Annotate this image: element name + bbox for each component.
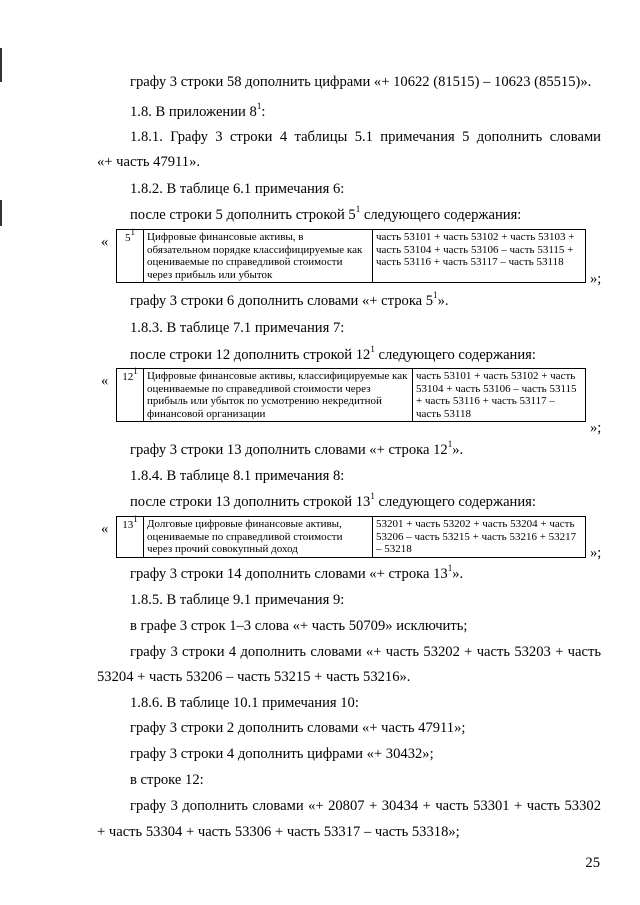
open-quote: « [101, 234, 109, 250]
close-quote: »; [590, 271, 602, 287]
open-quote: « [101, 373, 109, 389]
paragraph-line: после строки 5 дополнить строкой $5^1$ следующего содержания: [130, 204, 522, 223]
row-number-cell: $5^1$ [117, 230, 144, 283]
insert-table [116, 516, 586, 558]
description-cell: Цифровые финансовые активы, классифицируемые как оцениваемые по справедливой стоимости через прибыль или убыток по усмотрению некредитной финансовой организации [144, 369, 413, 422]
paragraph-line: графу 3 строки 14 дополнить словами «+ строка $13^1$». [130, 563, 464, 582]
table-row [117, 369, 586, 422]
table-row [117, 517, 586, 558]
formula-cell: часть 53101 + часть 53102 + часть 53103 + часть 53104 + часть 53106 – часть 53115 + часть 53116 + часть 53117 – часть 53118 [373, 230, 586, 283]
paragraph-line: 1.8.1. Графу 3 строки 4 таблицы 5.1 примечания 5 дополнить словами [130, 129, 601, 145]
row-number-cell: $13^1$ [117, 517, 144, 558]
formula-cell: 53201 + часть 53202 + часть 53204 + часть 53206 – часть 53215 + часть 53216 + 53217 – 53218 [373, 517, 586, 558]
close-quote: »; [590, 545, 602, 561]
paragraph-line: + часть 53304 + часть 53306 + часть 53317 – часть 53318»; [97, 824, 460, 840]
paragraph-line: 53204 + часть 53206 – часть 53215 + часть 53216». [97, 669, 411, 685]
open-quote: « [101, 521, 109, 537]
paragraph-line: графу 3 строки 2 дополнить словами «+ часть 47911»; [130, 720, 466, 736]
margin-mark [0, 48, 2, 82]
paragraph-line: после строки 12 дополнить строкой $12^1$ следующего содержания: [130, 344, 536, 363]
paragraph-line: графу 3 строки 6 дополнить словами «+ строка $5^1$». [130, 290, 449, 309]
section-heading: 1.8.4. В таблице 8.1 примечания 8: [130, 468, 345, 484]
section-heading: 1.8.3. В таблице 7.1 примечания 7: [130, 320, 345, 336]
close-quote: »; [590, 420, 602, 436]
margin-mark [0, 200, 2, 226]
paragraph-line: «+ часть 47911». [97, 154, 201, 170]
paragraph-line: графу 3 дополнить словами «+ 20807 + 30434 + часть 53301 + часть 53302 [130, 798, 601, 814]
paragraph-line: в строке 12: [130, 772, 204, 788]
paragraph-line: после строки 13 дополнить строкой $13^1$ следующего содержания: [130, 491, 536, 510]
section-heading: 1.8.2. В таблице 6.1 примечания 6: [130, 181, 345, 197]
paragraph-line: графу 3 строки 4 дополнить словами «+ часть 53202 + часть 53203 + часть [130, 644, 601, 660]
paragraph-line: графу 3 строки 58 дополнить цифрами «+ 10622 (81515) – 10623 (85515)». [130, 74, 592, 90]
page-number: 25 [585, 855, 600, 871]
formula-cell: часть 53101 + часть 53102 + часть 53104 + часть 53106 – часть 53115 + часть 53116 + часть 53117 – часть 53118 [413, 369, 586, 422]
paragraph-line: графу 3 строки 13 дополнить словами «+ строка $12^1$». [130, 439, 464, 458]
description-cell: Долговые цифровые финансовые активы, оцениваемые по справедливой стоимости через прочий совокупный доход [144, 517, 373, 558]
description-cell: Цифровые финансовые активы, в обязательном порядке классифицируемые как оцениваемые по справедливой стоимости через прибыль или убыток [144, 230, 373, 283]
insert-table [116, 368, 586, 422]
row-number-cell: $12^1$ [117, 369, 144, 422]
table-row [117, 230, 586, 283]
section-heading: 1.8.5. В таблице 9.1 примечания 9: [130, 592, 345, 608]
insert-table [116, 229, 586, 283]
section-heading: 1.8.6. В таблице 10.1 примечания 10: [130, 695, 359, 711]
paragraph-line: в графе 3 строк 1–3 слова «+ часть 50709» исключить; [130, 618, 468, 634]
paragraph-line: графу 3 строки 4 дополнить цифрами «+ 30432»; [130, 746, 434, 762]
section-heading: 1.8. В приложении $8^1$: [130, 101, 266, 120]
